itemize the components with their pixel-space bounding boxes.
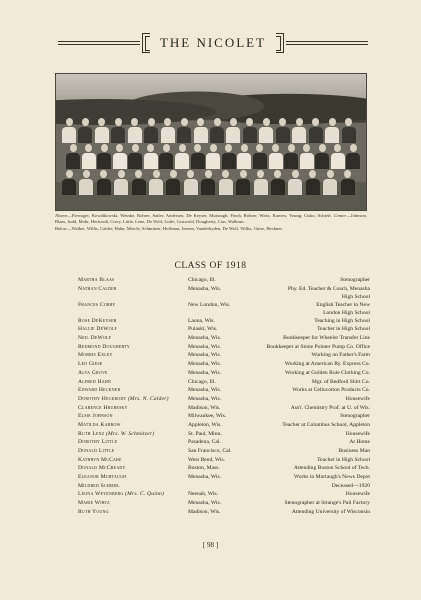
photo-figure [306, 170, 320, 195]
photo-figure [175, 144, 189, 169]
photo-figure [177, 118, 191, 143]
roster-city: Menasha, Wis. [188, 361, 222, 368]
roster-row [78, 343, 370, 352]
roster-city: Menasha, Wis. [188, 285, 222, 292]
roster-city: San Francisco, Cal. [188, 448, 232, 454]
roster-row [78, 325, 370, 334]
roster-name: Martha Blaas [78, 277, 115, 283]
roster-city: Chicago, Ill. [188, 378, 216, 385]
roster-row [78, 285, 370, 301]
photo-figure [95, 118, 109, 143]
roster-city: Menasha, Wis. [188, 369, 222, 376]
roster-name: Mildred Schierl [78, 482, 120, 489]
header-rule-left [58, 41, 140, 45]
roster-occupation: Teacher at Columbus School, Appleton [282, 421, 370, 428]
roster-occupation: Attending Boston School of Tech. [293, 465, 370, 472]
photo-figure [341, 170, 355, 195]
roster-occupation: Bookkeeper for Wheeler Transfer Line [283, 335, 370, 342]
roster-row [78, 499, 370, 508]
roster-name: Clarence Hrubesky [78, 404, 128, 411]
photo-figure [128, 144, 142, 169]
roster-occupation: Working on Father's Farm [311, 352, 370, 359]
header-bracket-right [276, 33, 284, 53]
roster-occupation: Housewife [345, 491, 370, 498]
roster-row [78, 395, 370, 404]
roster-name: Alfred Hahn [78, 378, 112, 385]
photo-figure [292, 118, 306, 143]
photo-figure [237, 144, 251, 169]
roster-occupation: Attending University of Wisconsin [291, 508, 370, 515]
roster-occupation: Bookkeeper at Stone Pointer Pump Co. Office [266, 343, 370, 350]
roster-city: Pasadena, Cal. [188, 439, 221, 446]
roster-city: Menasha, Wis. [188, 335, 222, 342]
roster-occupation: Ass't. Chemistry Prof. at U. of Wis. [290, 404, 370, 411]
photo-figure [222, 144, 236, 169]
roster-occupation: Teacher in High School [317, 456, 370, 463]
photo-figure [226, 118, 240, 143]
photo-figure [325, 118, 339, 143]
roster-row [78, 508, 370, 517]
caption-below: Below—Walker, Willis, Calder, Hahn, Mercle, Schmitzer, Hoffman, Jensen, Vanderhyden, De Wolf, Willis, Giese, Heckner. [55, 225, 283, 231]
photo-figure [97, 144, 111, 169]
roster-city: Milwaukee, Wis. [188, 413, 227, 420]
page-header [58, 32, 368, 54]
roster-city: Madison, Wis. [188, 404, 221, 411]
photo-figure [97, 170, 111, 195]
photo-figure [210, 118, 224, 143]
roster-name: Ruth Young [78, 508, 109, 515]
roster-name: Redmond Dougherty [78, 343, 130, 350]
caption-center-label: Center [333, 213, 347, 218]
roster-occupation: Stenographer [340, 277, 370, 283]
roster-row [78, 464, 370, 473]
photo-figure [284, 144, 298, 169]
roster-city: Menasha, Wis. [188, 500, 222, 507]
photo-figure [259, 118, 273, 143]
roster-occupation: Stenographer at Strange's Pail Factory [284, 500, 370, 507]
photo-figure [276, 118, 290, 143]
photo-figure [206, 144, 220, 169]
class-title: CLASS OF 1918 [174, 261, 247, 271]
photo-figure [111, 118, 125, 143]
roster-row [78, 334, 370, 343]
roster-occupation: Mgr. of Bedford Shirt Co. [311, 378, 370, 385]
photo-figure [144, 144, 158, 169]
roster-city: Appleton, Wis. [188, 421, 222, 428]
page-title: THE NICOLET [159, 35, 267, 50]
roster-name: Leona Weyenberg (Mrs. C. Quinn) [78, 491, 165, 498]
photo-figure [342, 118, 356, 143]
roster-row [78, 412, 370, 421]
roster-occupation: Teacher in High School [317, 326, 370, 333]
photo-figure [79, 170, 93, 195]
roster-row [78, 447, 370, 456]
roster-name: Leo Giese [78, 361, 103, 368]
photo-figure [82, 144, 96, 169]
photo-figure [331, 144, 345, 169]
roster-city: Menasha, Wis. [188, 343, 222, 350]
roster-occupation: Housewife [345, 395, 370, 402]
photo-figure [253, 144, 267, 169]
roster-row [78, 301, 370, 317]
roster-name: Matilda Karrow [78, 421, 121, 428]
roster-name: Ruth Lenz (Mrs. W. Schmitzer) [78, 430, 155, 437]
roster-name: Edward Heckner [78, 387, 121, 394]
photo-figure [254, 170, 268, 195]
roster-city: Boston, Mass. [188, 465, 220, 472]
photo-figure [114, 170, 128, 195]
roster-city: Neenah, Wis. [188, 491, 218, 498]
roster-name: Frances Corry [78, 301, 116, 308]
roster-row [78, 386, 370, 395]
roster-city: Laona, Wis. [188, 317, 215, 324]
roster-row [78, 438, 370, 447]
photo-figure [128, 118, 142, 143]
roster-row [78, 404, 370, 413]
roster-city: St. Paul, Minn. [188, 430, 222, 437]
class-photo [55, 73, 367, 211]
photo-figure [201, 170, 215, 195]
roster-occupation: Working at American Ry. Express Co. [284, 361, 370, 368]
class-roster [78, 276, 370, 517]
roster-row [78, 482, 370, 491]
roster-row [78, 473, 370, 482]
roster-occupation: Phy. Ed. Teacher & Coach, Menasha High School [287, 285, 370, 300]
roster-row [78, 421, 370, 430]
photo-figure [236, 170, 250, 195]
roster-row [78, 456, 370, 465]
roster-row [78, 369, 370, 378]
roster-married-name: (Mrs. W. Schmitzer) [104, 430, 155, 437]
photo-figure [184, 170, 198, 195]
photo-figure [219, 170, 233, 195]
photo-figure [166, 170, 180, 195]
roster-city: Menasha, Wis. [188, 387, 222, 394]
roster-row [78, 378, 370, 387]
roster-name: Nathan Calder [78, 285, 117, 292]
photo-figure [149, 170, 163, 195]
roster-row [78, 360, 370, 369]
roster-name: Eleanor Murtaugh [78, 474, 127, 481]
roster-occupation: Working at Golden Rule Clothing Co. [284, 369, 370, 376]
photo-figure [62, 118, 76, 143]
roster-name: Marie Wirtz [78, 500, 110, 507]
caption-center: —Johnson, Blaas, Judd, Mohr, Heckrodt, Corry, Little, Lenz, De Wolf, Little, Griswold, Dougherty, Carr, Walbrun. [55, 213, 368, 225]
photo-figure [346, 144, 360, 169]
photo-figure [66, 144, 80, 169]
roster-name: Kathryn McCabe [78, 456, 122, 463]
roster-occupation: Deceased—1920 [331, 482, 370, 489]
photo-figure [62, 170, 76, 195]
roster-row [78, 276, 370, 285]
photo-figure [132, 170, 146, 195]
roster-name: Rose DeKeyser [78, 317, 117, 324]
roster-occupation: Business Man [338, 448, 370, 454]
roster-city: Madison, Wis. [188, 508, 221, 515]
roster-city: Pulaski, Wis. [188, 326, 218, 333]
roster-name: Hallie DeWolf [78, 326, 117, 333]
photo-figure [191, 144, 205, 169]
photo-figure [243, 118, 257, 143]
roster-city: Menasha, Wis. [188, 395, 222, 402]
roster-name: Donald McCready [78, 465, 126, 472]
roster-city: New London, Wis. [188, 301, 231, 308]
roster-name: Donald Little [78, 448, 115, 454]
roster-occupation: Housewife [345, 430, 370, 437]
page-number: [ 98 ] [202, 541, 219, 549]
roster-row [78, 430, 370, 439]
photo-figure [271, 170, 285, 195]
photo-figure [194, 118, 208, 143]
photo-figure [323, 170, 337, 195]
photo-figure [269, 144, 283, 169]
roster-name: Elsie Johnson [78, 413, 113, 420]
roster-row [78, 490, 370, 499]
photo-caption [55, 213, 367, 232]
roster-row [78, 351, 370, 360]
roster-occupation: Teaching in High School [314, 317, 370, 324]
roster-name: Neil DeWolf [78, 335, 112, 342]
photo-figure [300, 144, 314, 169]
roster-name: Morris Exley [78, 352, 113, 359]
roster-married-name: (Mrs. N. Calder) [126, 395, 169, 402]
roster-city: Menasha, Wis. [188, 474, 222, 481]
roster-name: Dorothy Heckrodt (Mrs. N. Calder) [78, 395, 169, 402]
photo-figure [315, 144, 329, 169]
roster-married-name: (Mrs. C. Quinn) [123, 491, 165, 498]
roster-city: Chicago, Ill. [188, 277, 216, 283]
caption-above: Above—Fiewager, Kowalkowski, Weinke, Rohrer, Sailer, Andersen, De Keyser, Murtaugh, Finch, Rohrer, Wirtz, Karrow, Young, Cisko, Schierl. [55, 213, 332, 218]
photo-figure [161, 118, 175, 143]
roster-occupation: Works at Cellucotton Products Co. [292, 387, 370, 394]
roster-city: West Bend, Wis. [188, 456, 226, 463]
roster-row [78, 317, 370, 326]
photo-figure [144, 118, 158, 143]
roster-occupation: At Home [349, 439, 370, 446]
photo-figure [113, 144, 127, 169]
roster-occupation: English Teacher in New London High School [316, 301, 370, 316]
header-bracket-left [142, 33, 150, 53]
roster-name: Alva Grove [78, 369, 108, 376]
roster-occupation: Stenographer [340, 413, 370, 420]
roster-occupation: Works in Murtaugh's News Depot [293, 474, 370, 481]
photo-figure [309, 118, 323, 143]
photo-figure [288, 170, 302, 195]
photo-figure [78, 118, 92, 143]
roster-name: Dorothy Little [78, 439, 118, 446]
header-rule-right [286, 41, 368, 45]
photo-figure [159, 144, 173, 169]
photo-people [62, 118, 360, 198]
roster-city: Menasha, Wis. [188, 352, 222, 359]
